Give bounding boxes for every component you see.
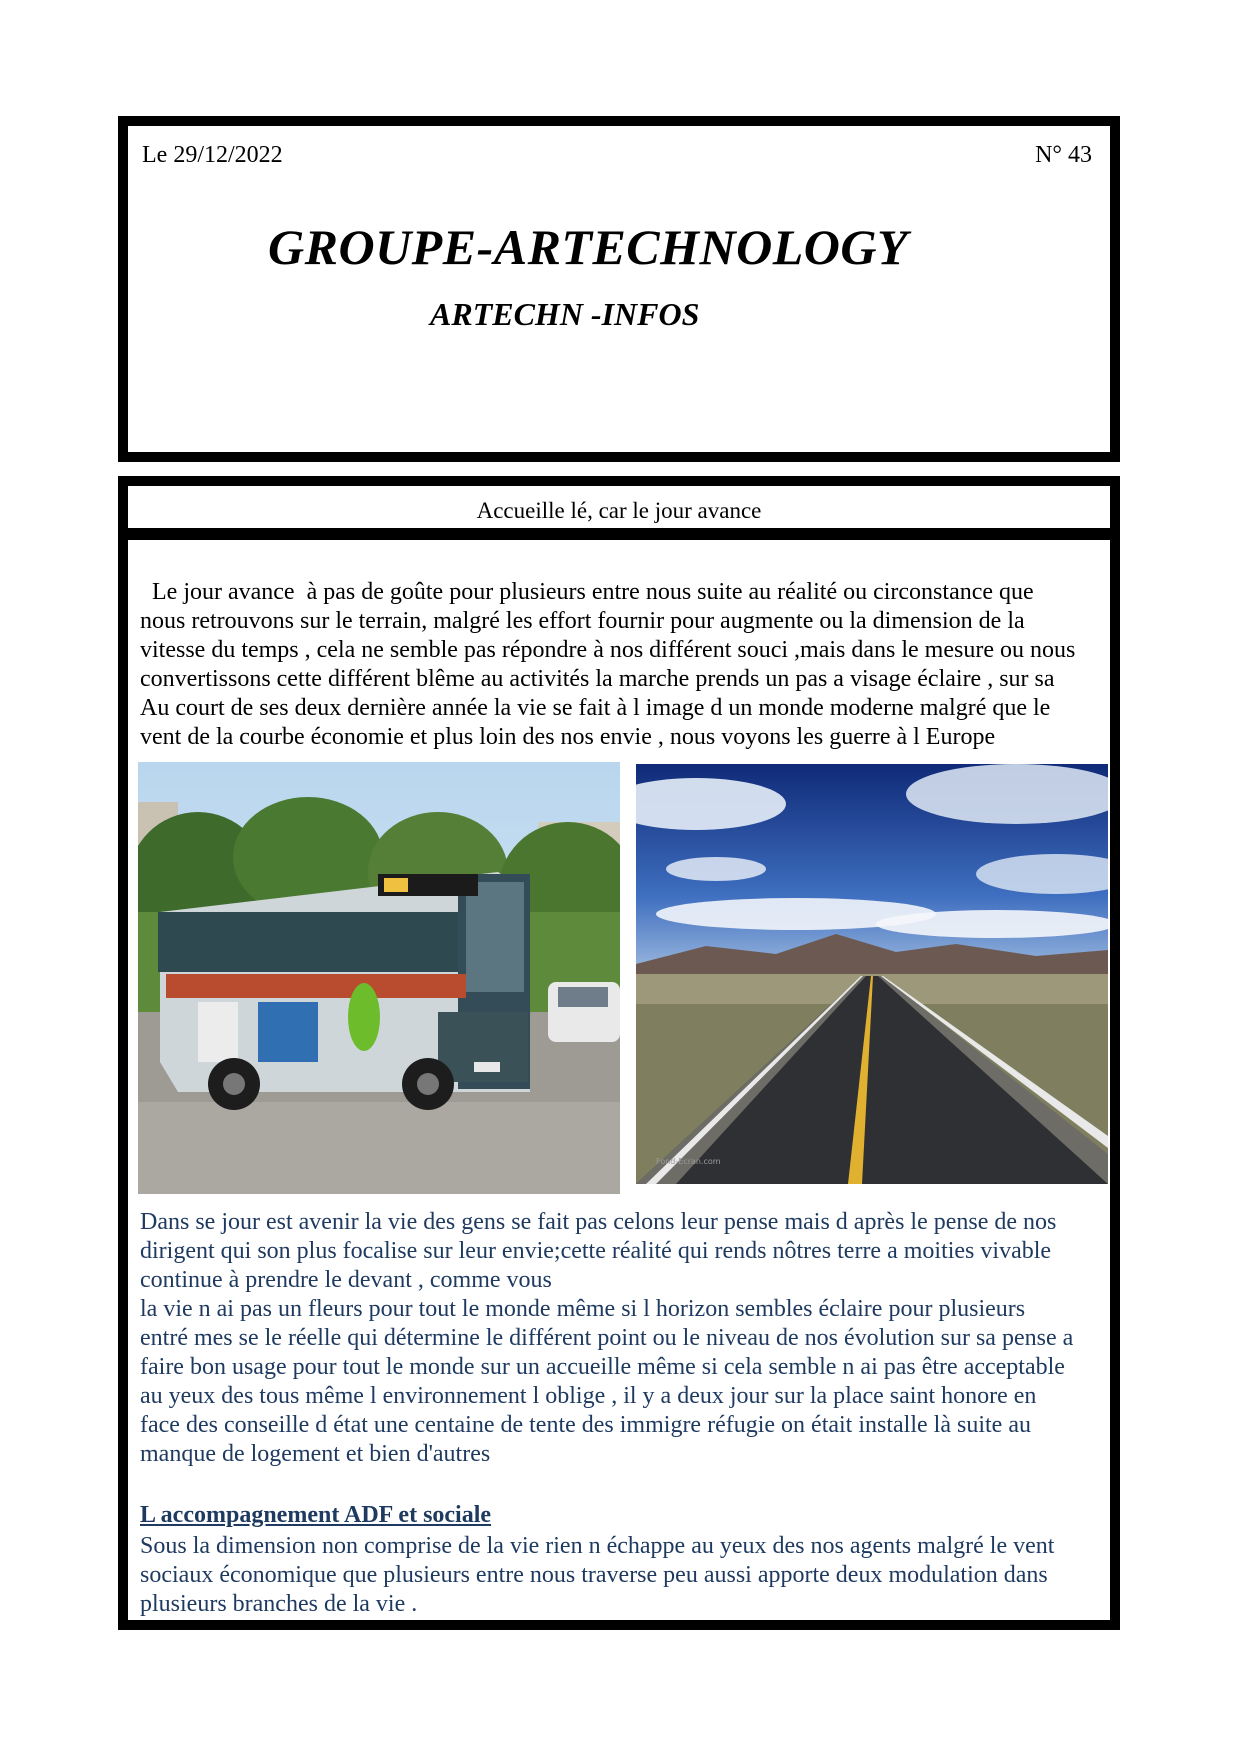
article-headline: Accueille lé, car le jour avance (128, 486, 1110, 540)
photo-credit: Fond-Ecran.com (656, 1157, 721, 1166)
body-line: au yeux des tous même l environnement l oblige , il y a deux jour sur la place saint honore en (140, 1383, 1037, 1409)
issue-date: Le 29/12/2022 (142, 142, 283, 168)
body-line: entré mes se le réelle qui détermine le différent point ou le niveau de nos évolution sur sa pense a (140, 1325, 1074, 1351)
body-line: la vie n ai pas un fleurs pour tout le monde même si l horizon sembles éclaire pour plusieurs (140, 1296, 1026, 1322)
body-paragraph (140, 1208, 1112, 1469)
body-line: faire bon usage pour tout le monde sur un accueille même si cela semble n ai pas être acceptable (140, 1354, 1065, 1380)
intro-line: convertissons cette différent blême au activités la marche prends un pas a visage éclaire , sur sa (140, 666, 1055, 692)
section-line: Sous la dimension non comprise de la vie rien n échappe au yeux des nos agents malgré le vent (140, 1533, 1055, 1559)
issue-number: N° 43 (1035, 142, 1092, 168)
intro-paragraph (140, 578, 1112, 752)
section-heading: L accompagnement ADF et sociale (140, 1502, 492, 1528)
section-line: plusieurs branches de la vie . (140, 1591, 418, 1617)
intro-line: Le jour avance à pas de goûte pour plusieurs entre nous suite au réalité ou circonstance que (140, 579, 1034, 605)
section-paragraph (140, 1532, 1112, 1619)
masthead-frame (118, 116, 1120, 462)
section-line: sociaux économique que plusieurs entre nous traverse peu aussi apporte deux modulation dans (140, 1562, 1048, 1588)
body-line: continue à prendre le devant , comme vous (140, 1267, 552, 1293)
body-line: manque de logement et bien d'autres (140, 1441, 491, 1467)
intro-line: vent de la courbe économie et plus loin des nos envie , nous voyons les guerre à l Europe (140, 724, 996, 750)
article-frame (118, 476, 1120, 1630)
intro-line: Au court de ses deux dernière année la vie se fait à l image d un monde moderne malgré que le (140, 695, 1051, 721)
body-line: face des conseille d état une centaine de tente des immigre réfugie on était installe là suite au (140, 1412, 1031, 1438)
intro-line: vitesse du temps , cela ne semble pas répondre à nos différent souci ,mais dans le mesure ou nous (140, 637, 1076, 663)
bus-photo (138, 762, 620, 1194)
body-line: Dans se jour est avenir la vie des gens se fait pas celons leur pense mais d après le pense de nos (140, 1209, 1057, 1235)
newsletter-subtitle: ARTECHN -INFOS (430, 296, 700, 332)
intro-line: nous retrouvons sur le terrain, malgré les effort fournir pour augmente ou la dimension de la (140, 608, 1025, 634)
road-photo (636, 764, 1108, 1184)
newsletter-title: GROUPE-ARTECHNOLOGY (268, 219, 909, 275)
body-line: dirigent qui son plus focalise sur leur envie;cette réalité qui rends nôtres terre a moities vivable (140, 1238, 1052, 1264)
